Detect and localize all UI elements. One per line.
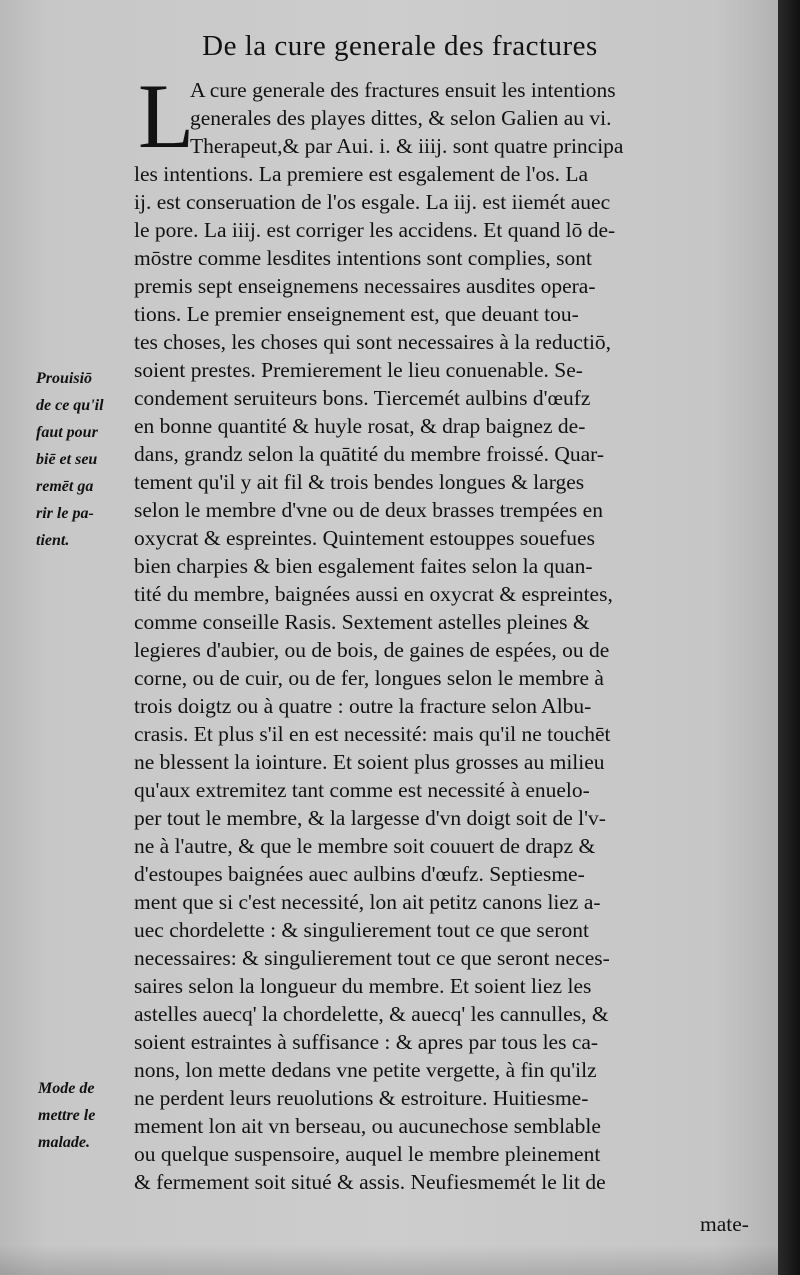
margin-note-line: faut pour bbox=[36, 424, 98, 441]
text-line: per tout le membre, & la largesse d'vn doigt soit de l'v- bbox=[134, 806, 606, 830]
drop-capital: L bbox=[138, 65, 195, 167]
text-line: oxycrat & espreintes. Quintement estouppes souefues bbox=[134, 526, 595, 550]
margin-note-line: Mode de bbox=[38, 1080, 95, 1097]
text-line: uec chordelette : & singulierement tout ce que seront bbox=[134, 918, 589, 942]
text-line: trois doigtz ou à quatre : outre la fracture selon Albu- bbox=[134, 694, 592, 718]
margin-note-line: remēt ga bbox=[36, 478, 94, 495]
text-line: nons, lon mette dedans vne petite vergette, à fin qu'ilz bbox=[134, 1058, 597, 1082]
margin-note-line: Prouisiō bbox=[36, 370, 93, 387]
page-shadow bbox=[0, 1245, 778, 1275]
text-line: tité du membre, baignées aussi en oxycrat & espreintes, bbox=[134, 582, 613, 606]
text-line: selon le membre d'vne ou de deux brasses trempées en bbox=[134, 498, 603, 522]
text-line: comme conseille Rasis. Sextement astelles pleines & bbox=[134, 610, 590, 634]
text-line: condement seruiteurs bons. Tiercemét aulbins d'œufz bbox=[134, 386, 591, 410]
text-line: ne blessent la iointure. Et soient plus grosses au milieu bbox=[134, 750, 605, 774]
margin-note-line: biē et seu bbox=[36, 451, 98, 468]
text-line: tes choses, les choses qui sont necessaires à la reductiō, bbox=[134, 330, 612, 354]
book-gutter-edge bbox=[778, 0, 800, 1275]
text-line: ou quelque suspensoire, auquel le membre pleinement bbox=[134, 1142, 601, 1166]
text-line: crasis. Et plus s'il en est necessité: mais qu'il ne touchēt bbox=[134, 722, 611, 746]
text-line: premis sept enseignemens necessaires ausdites opera- bbox=[134, 274, 596, 298]
margin-note-line: de ce qu'il bbox=[36, 397, 104, 414]
text-line: soient estraintes à suffisance : & apres par tous les ca- bbox=[134, 1030, 599, 1054]
text-line: les intentions. La premiere est esgalement de l'os. La bbox=[134, 162, 589, 186]
text-line: ne perdent leurs reuolutions & estroiture. Huitiesme- bbox=[134, 1086, 589, 1110]
text-line: qu'aux extremitez tant comme est necessité à enuelo- bbox=[134, 778, 590, 802]
text-line: A cure generale des fractures ensuit les intentions bbox=[190, 78, 616, 102]
text-line: astelles auecq' la chordelette, & auecq' les cannulles, & bbox=[134, 1002, 609, 1026]
text-line: le pore. La iiij. est corriger les accidens. Et quand lō de- bbox=[134, 218, 616, 242]
text-line: generales des playes dittes, & selon Galien au vi. bbox=[190, 106, 612, 130]
text-line: legieres d'aubier, ou de bois, de gaines de espées, ou de bbox=[134, 638, 610, 662]
text-line: bien charpies & bien esgalement faites selon la quan- bbox=[134, 554, 593, 578]
text-line: ment que si c'est necessité, lon ait petitz canons liez a- bbox=[134, 890, 601, 914]
text-line: mement lon ait vn berseau, ou aucunechose semblable bbox=[134, 1114, 601, 1138]
margin-note-line: mettre le bbox=[38, 1107, 96, 1124]
text-line: & fermement soit situé & assis. Neufiesmemét le lit de bbox=[134, 1170, 606, 1194]
text-line: en bonne quantité & huyle rosat, & drap baignez de- bbox=[134, 414, 586, 438]
margin-note-line: rir le pa- bbox=[36, 505, 94, 522]
text-line: soient prestes. Premierement le lieu conuenable. Se- bbox=[134, 358, 583, 382]
text-line: ne à l'autre, & que le membre soit couuert de drapz & bbox=[134, 834, 596, 858]
text-line: mōstre comme lesdites intentions sont complies, sont bbox=[134, 246, 593, 270]
margin-note-line: tient. bbox=[36, 532, 70, 549]
text-line: tions. Le premier enseignement est, que deuant tou- bbox=[134, 302, 579, 326]
catchword: mate- bbox=[700, 1212, 749, 1236]
text-line: saires selon la longueur du membre. Et soient liez les bbox=[134, 974, 592, 998]
margin-note-line: malade. bbox=[38, 1134, 90, 1151]
page-title: De la cure generale des fractures bbox=[202, 30, 598, 62]
text-line: d'estoupes baignées auec aulbins d'œufz. Septiesme- bbox=[134, 862, 585, 886]
text-line: ij. est conseruation de l'os esgale. La iij. est iiemét auec bbox=[134, 190, 611, 214]
text-line: corne, ou de cuir, ou de fer, longues selon le membre à bbox=[134, 666, 604, 690]
text-line: dans, grandz selon la quātité du membre froissé. Quar- bbox=[134, 442, 605, 466]
text-line: Therapeut,& par Aui. i. & iiij. sont quatre principa bbox=[190, 134, 624, 158]
text-line: necessaires: & singulierement tout ce que seront neces- bbox=[134, 946, 610, 970]
text-line: tement qu'il y ait fil & trois bendes longues & larges bbox=[134, 470, 585, 494]
